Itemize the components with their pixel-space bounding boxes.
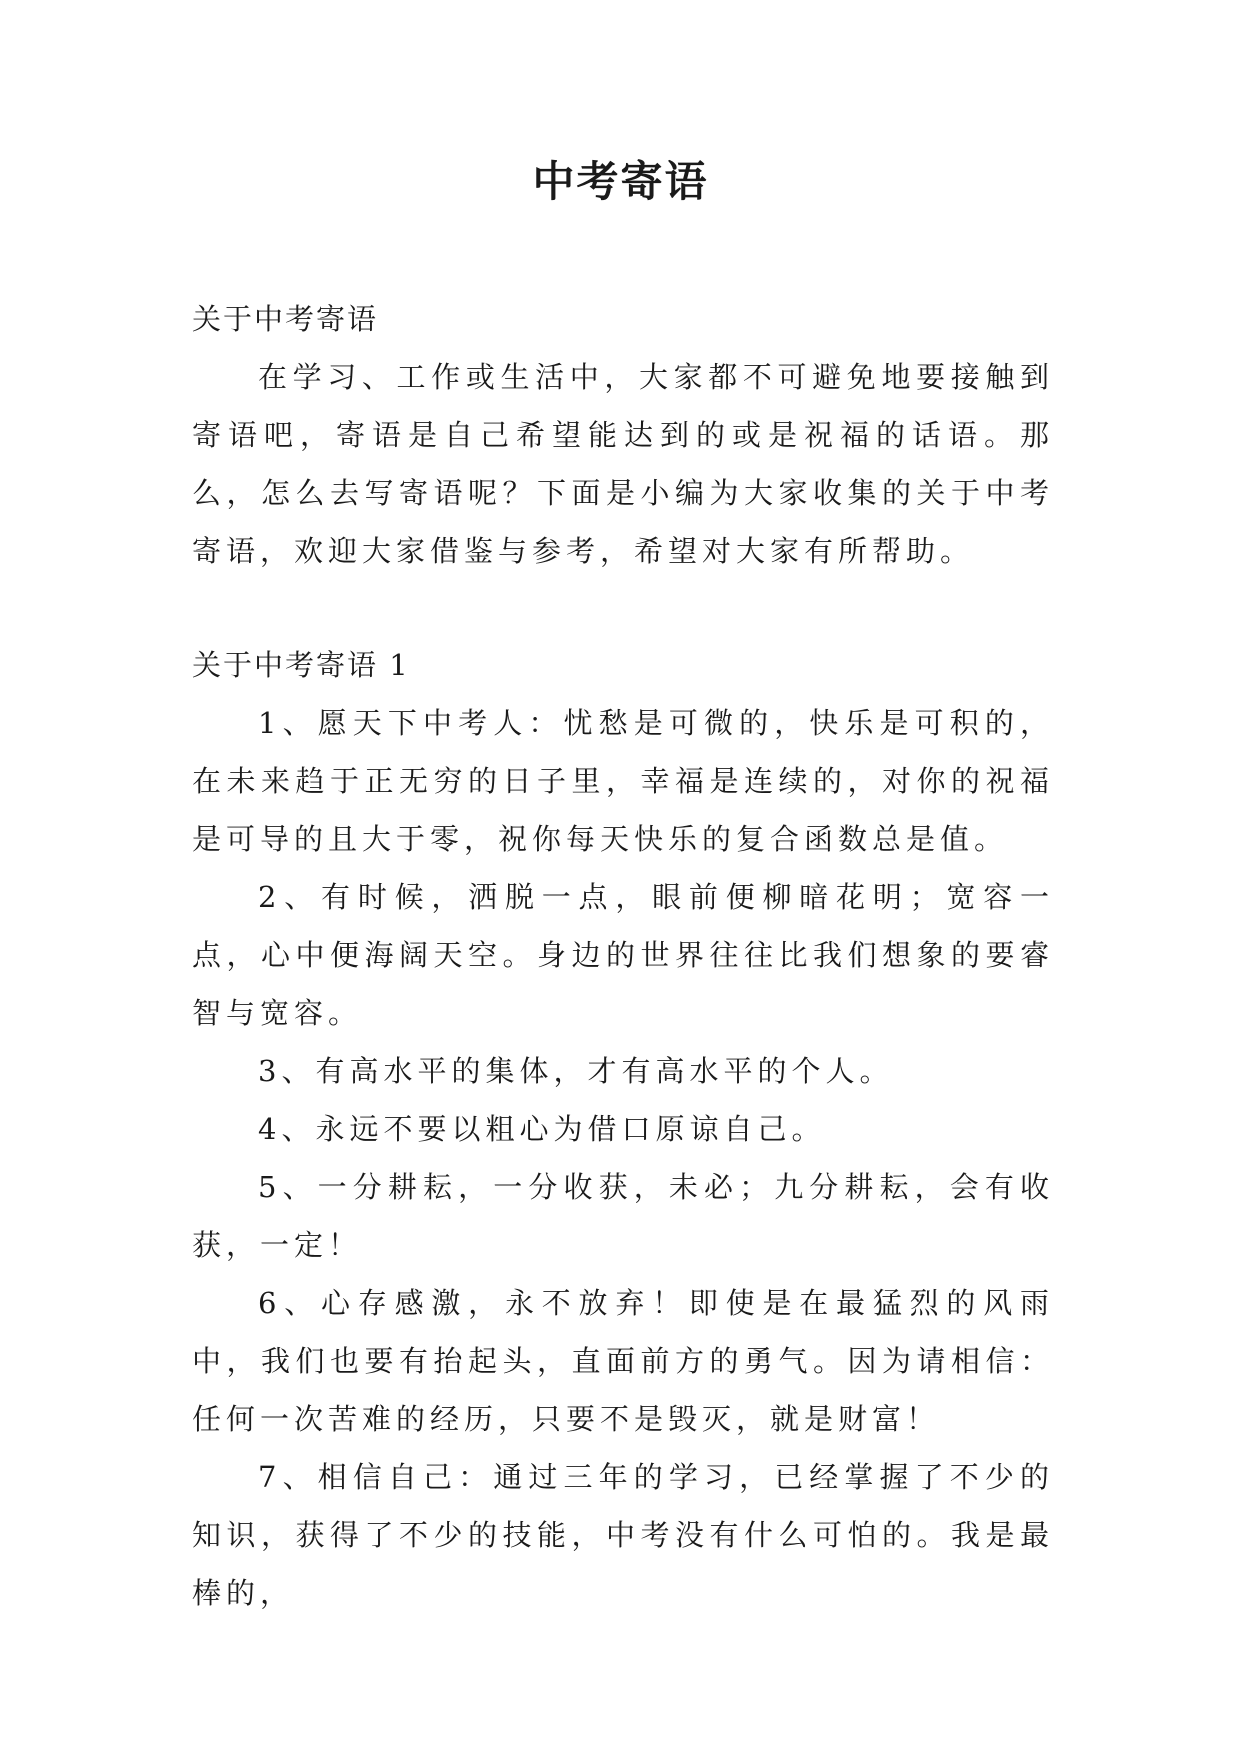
list-item: 2、有时候，洒脱一点，眼前便柳暗花明；宽容一点，心中便海阔天空。身边的世界往往比我们想象的要睿智与宽容。	[192, 880, 1054, 1030]
list-item: 4、永远不要以粗心为借口原谅自己。	[258, 1112, 826, 1146]
section-heading-1: 关于中考寄语 1	[192, 648, 410, 682]
document-title: 中考寄语	[532, 157, 709, 206]
list-item: 5、一分耕耘，一分收获，未必；九分耕耘，会有收获，一定！	[192, 1170, 1054, 1262]
list-item: 3、有高水平的集体，才有高水平的个人。	[258, 1054, 894, 1088]
section-spacer	[192, 580, 1054, 636]
document-body	[192, 290, 1054, 1622]
list-item: 1、愿天下中考人：忧愁是可微的，快乐是可积的，在未来趋于正无穷的日子里，幸福是连续的，对你的祝福是可导的且大于零，祝你每天快乐的复合函数总是值。	[192, 706, 1054, 856]
list-item: 7、相信自己：通过三年的学习，已经掌握了不少的知识，获得了不少的技能，中考没有什么可怕的。我是最棒的，	[192, 1460, 1054, 1610]
section-heading-intro: 关于中考寄语	[192, 302, 379, 336]
intro-paragraph: 在学习、工作或生活中，大家都不可避免地要接触到寄语吧，寄语是自己希望能达到的或是祝福的话语。那么，怎么去写寄语呢？下面是小编为大家收集的关于中考寄语，欢迎大家借鉴与参考，希望对大家有所帮助。	[192, 360, 1054, 568]
list-item: 6、心存感激，永不放弃！即使是在最猛烈的风雨中，我们也要有抬起头，直面前方的勇气。因为请相信：任何一次苦难的经历，只要不是毁灭，就是财富！	[192, 1286, 1054, 1436]
